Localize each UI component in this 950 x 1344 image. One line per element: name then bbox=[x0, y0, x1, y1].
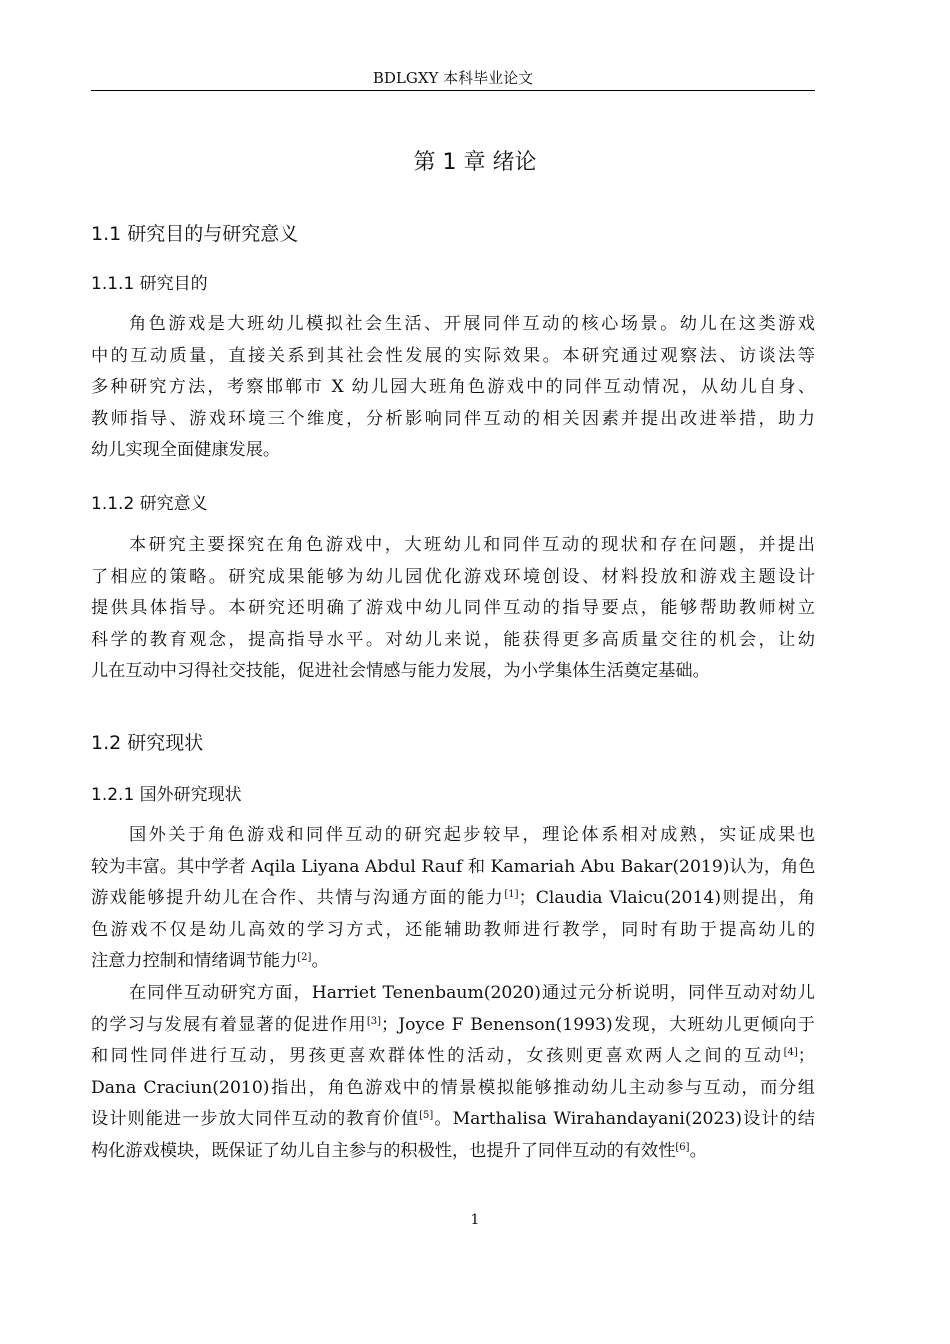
page-number: 1 bbox=[470, 1212, 480, 1228]
text-segment: 设计则能进一步放大同伴互动的教育价值 bbox=[91, 1109, 420, 1129]
text-line: 本研究主要探究在角色游戏中，大班幼儿和同伴互动的现状和存在问题，并提出 bbox=[129, 535, 815, 555]
text-line: Dana Craciun(2010)指出，角色游戏中的情景模拟能够推动幼儿主动参与互动，而分组 bbox=[91, 1077, 815, 1098]
text-segment: ；Claudia Vlaicu(2014)则提出，角 bbox=[518, 888, 815, 908]
text-line: 国外关于角色游戏和同伴互动的研究起步较早，理论体系相对成熟，实证成果也 bbox=[129, 825, 815, 845]
citation-ref-4: [4] bbox=[783, 1047, 798, 1058]
paragraph-foreign-research-1 bbox=[91, 820, 815, 978]
text-segment: 。 bbox=[311, 951, 329, 971]
subsection-heading-1-1-2: 1.1.2 研究意义 bbox=[91, 494, 208, 514]
text-line: 在同伴互动研究方面，Harriet Tenenbaum(2020)通过元分析说明，同伴互动对幼儿 bbox=[129, 983, 815, 1003]
text-segment: 。 bbox=[689, 1140, 707, 1161]
paragraph-foreign-research-2 bbox=[91, 978, 815, 1167]
text-line: 儿在互动中习得社交技能，促进社会情感与能力发展，为小学集体生活奠定基础。 bbox=[91, 661, 710, 681]
text-line: 科学的教育观念，提高指导水平。对幼儿来说，能获得更多高质量交往的机会，让幼 bbox=[91, 629, 815, 650]
text-segment: 的学习与发展有着显著的促进作用 bbox=[91, 1014, 367, 1035]
section-heading-1-1: 1.1 研究目的与研究意义 bbox=[91, 223, 299, 245]
text-line bbox=[91, 946, 815, 978]
text-segment: 构化游戏模块，既保证了幼儿自主参与的积极性，也提升了同伴互动的有效性 bbox=[91, 1140, 676, 1161]
text-line: 幼儿实现全面健康发展。 bbox=[91, 440, 281, 460]
text-line: 角色游戏是大班幼儿模拟社会生活、开展同伴互动的核心场景。幼儿在这类游戏 bbox=[129, 314, 815, 334]
citation-ref-2: [2] bbox=[297, 952, 312, 963]
text-line: 色游戏不仅是幼儿高效的学习方式，还能辅助教师进行教学，同时有助于提高幼儿的 bbox=[91, 919, 815, 940]
subsection-heading-1-2-1: 1.2.1 国外研究现状 bbox=[91, 785, 242, 805]
citation-ref-1: [1] bbox=[504, 889, 519, 900]
text-segment: 注意力控制和情绪调节能力 bbox=[91, 951, 298, 971]
text-line bbox=[91, 1041, 815, 1073]
paragraph-research-significance bbox=[91, 530, 815, 688]
chapter-title: 第 1 章 绪论 bbox=[413, 150, 537, 175]
text-line: 教师指导、游戏环境三个维度，分析影响同伴互动的相关因素并提出改进举措，助力 bbox=[91, 408, 815, 429]
text-line: 了相应的策略。研究成果能够为幼儿园优化游戏环境创设、材料投放和游戏主题设计 bbox=[91, 566, 815, 587]
text-segment: ； bbox=[797, 1046, 815, 1066]
paragraph-research-purpose bbox=[91, 309, 815, 467]
citation-ref-5: [5] bbox=[419, 1110, 434, 1121]
text-line bbox=[91, 883, 815, 915]
section-heading-1-2: 1.2 研究现状 bbox=[91, 732, 204, 754]
text-segment: ；Joyce F Benenson(1993)发现，大班幼儿更倾向于 bbox=[381, 1014, 815, 1035]
text-line bbox=[91, 1010, 815, 1042]
text-line bbox=[91, 1104, 815, 1136]
text-line bbox=[91, 1136, 815, 1168]
text-line: 中的互动质量，直接关系到其社会性发展的实际效果。本研究通过观察法、访谈法等 bbox=[91, 345, 815, 366]
text-segment: 和同性同伴进行互动，男孩更喜欢群体性的活动，女孩则更喜欢两人之间的互动 bbox=[91, 1046, 784, 1066]
text-line: 提供具体指导。本研究还明确了游戏中幼儿同伴互动的指导要点，能够帮助教师树立 bbox=[91, 598, 815, 618]
subsection-heading-1-1-1: 1.1.1 研究目的 bbox=[91, 274, 208, 294]
citation-ref-3: [3] bbox=[366, 1015, 382, 1027]
header-rule bbox=[91, 90, 815, 91]
text-segment: 游戏能够提升幼儿在合作、共情与沟通方面的能力 bbox=[91, 888, 505, 908]
citation-ref-6: [6] bbox=[675, 1141, 690, 1153]
text-line: 多种研究方法，考察邯郸市 X 幼儿园大班角色游戏中的同伴互动情况，从幼儿自身、 bbox=[91, 377, 815, 397]
text-line: 较为丰富。其中学者 Aqila Liyana Abdul Rauf 和 Kamariah Abu Bakar(2019)认为，角色 bbox=[91, 856, 816, 877]
text-segment: 。Marthalisa Wirahandayani(2023)设计的结 bbox=[433, 1109, 815, 1129]
running-header: BDLGXY 本科毕业论文 bbox=[372, 69, 534, 87]
